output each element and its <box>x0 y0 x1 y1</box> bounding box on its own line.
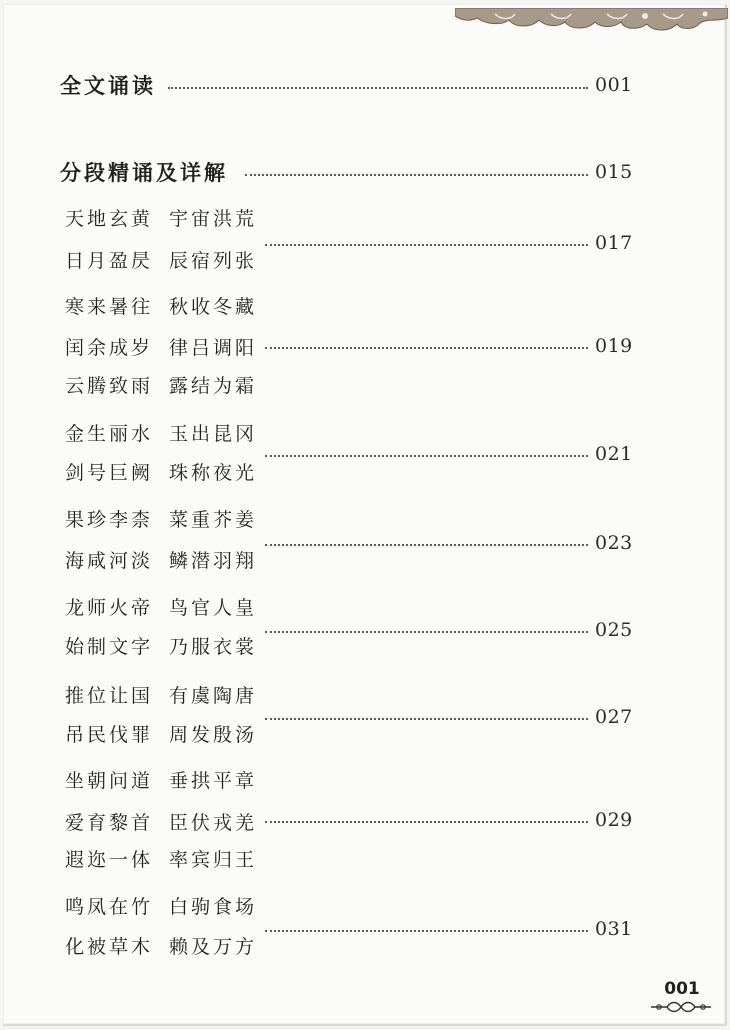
verse-phrase-b: 臣伏戎羌 <box>169 812 258 834</box>
verse-line[interactable] <box>65 421 258 447</box>
verse-phrase-b: 率宾归王 <box>169 849 258 871</box>
toc-heading-full-reading[interactable] <box>60 69 630 101</box>
verse-phrase-b: 玉出昆冈 <box>169 423 258 445</box>
verse-phrase-a: 日月盈昃 <box>65 250 154 272</box>
verse-line[interactable] <box>65 294 258 320</box>
verse-phrase-a: 吊民伐罪 <box>65 724 154 746</box>
verse-phrase-b: 珠称夜光 <box>169 462 258 484</box>
verse-phrase-a: 闰余成岁 <box>65 337 154 359</box>
verse-phrase-a: 始制文字 <box>65 636 154 658</box>
cloud-ornament-icon <box>455 8 728 34</box>
verse-phrase-a: 天地玄黄 <box>65 208 154 230</box>
page-number: 015 <box>595 161 633 183</box>
leader-dots <box>265 930 588 932</box>
verse-phrase-b: 乃服衣裳 <box>169 636 258 658</box>
verse-phrase-b: 白驹食场 <box>169 896 258 918</box>
page-number: 031 <box>595 918 633 940</box>
verse-phrase-a: 海咸河淡 <box>65 550 154 572</box>
verse-line[interactable] <box>65 548 258 574</box>
verse-phrase-a: 坐朝问道 <box>65 770 154 792</box>
verse-phrase-b: 周发殷汤 <box>169 724 258 746</box>
verse-phrase-b: 赖及万方 <box>169 936 258 958</box>
book-page <box>3 4 727 1026</box>
verse-line[interactable] <box>65 460 258 486</box>
verse-line[interactable] <box>65 683 258 709</box>
verse-phrase-a: 推位让国 <box>65 685 154 707</box>
page-number: 027 <box>595 706 633 728</box>
verse-phrase-b: 垂拱平章 <box>169 770 258 792</box>
verse-phrase-a: 鸣凤在竹 <box>65 896 154 918</box>
verse-phrase-a: 寒来暑往 <box>65 296 154 318</box>
verse-phrase-b: 露结为霜 <box>169 375 258 397</box>
leader-dots <box>265 544 588 546</box>
leader-dots <box>265 631 588 633</box>
page-number: 019 <box>595 335 633 357</box>
verse-line[interactable] <box>65 722 258 748</box>
page-number: 023 <box>595 532 633 554</box>
leader-dots <box>265 718 588 720</box>
verse-phrase-a: 果珍李柰 <box>65 509 154 531</box>
verse-phrase-a: 云腾致雨 <box>65 375 154 397</box>
verse-phrase-a: 龙师火帝 <box>65 597 154 619</box>
verse-phrase-b: 辰宿列张 <box>169 250 258 272</box>
verse-phrase-b: 秋收冬藏 <box>169 296 258 318</box>
verse-line[interactable] <box>65 248 258 274</box>
leader-dots <box>265 347 588 349</box>
page-number: 017 <box>595 232 633 254</box>
verse-line[interactable] <box>65 847 258 873</box>
leader-dots <box>168 87 588 89</box>
verse-line[interactable] <box>65 810 258 836</box>
leader-dots <box>265 455 588 457</box>
verse-phrase-b: 菜重芥姜 <box>169 509 258 531</box>
verse-line[interactable] <box>65 934 258 960</box>
verse-phrase-b: 律吕调阳 <box>169 337 258 359</box>
page-number: 029 <box>595 809 633 831</box>
page-folio: 001 <box>664 979 700 999</box>
verse-line[interactable] <box>65 894 258 920</box>
toc-heading-segment-study[interactable] <box>60 156 630 188</box>
verse-line[interactable] <box>65 335 258 361</box>
leader-dots <box>265 244 588 246</box>
verse-line[interactable] <box>65 634 258 660</box>
toc-heading-title: 全文诵读 <box>60 74 156 98</box>
verse-phrase-a: 金生丽水 <box>65 423 154 445</box>
page-number: 025 <box>595 619 633 641</box>
page-number: 001 <box>595 74 633 96</box>
verse-line[interactable] <box>65 768 258 794</box>
verse-phrase-b: 鳞潜羽翔 <box>169 550 258 572</box>
verse-phrase-a: 遐迩一体 <box>65 849 154 871</box>
leader-dots <box>245 174 588 176</box>
verse-phrase-a: 爱育黎首 <box>65 812 154 834</box>
knot-ornament-icon <box>649 999 713 1015</box>
verse-phrase-a: 剑号巨阙 <box>65 462 154 484</box>
leader-dots <box>265 821 588 823</box>
toc-heading-title: 分段精诵及详解 <box>60 161 228 185</box>
verse-line[interactable] <box>65 507 258 533</box>
verse-line[interactable] <box>65 206 258 232</box>
verse-phrase-b: 宇宙洪荒 <box>169 208 258 230</box>
verse-line[interactable] <box>65 373 258 399</box>
page-number: 021 <box>595 443 633 465</box>
verse-phrase-b: 有虞陶唐 <box>169 685 258 707</box>
verse-phrase-a: 化被草木 <box>65 936 154 958</box>
verse-line[interactable] <box>65 595 258 621</box>
verse-phrase-b: 鸟官人皇 <box>169 597 258 619</box>
